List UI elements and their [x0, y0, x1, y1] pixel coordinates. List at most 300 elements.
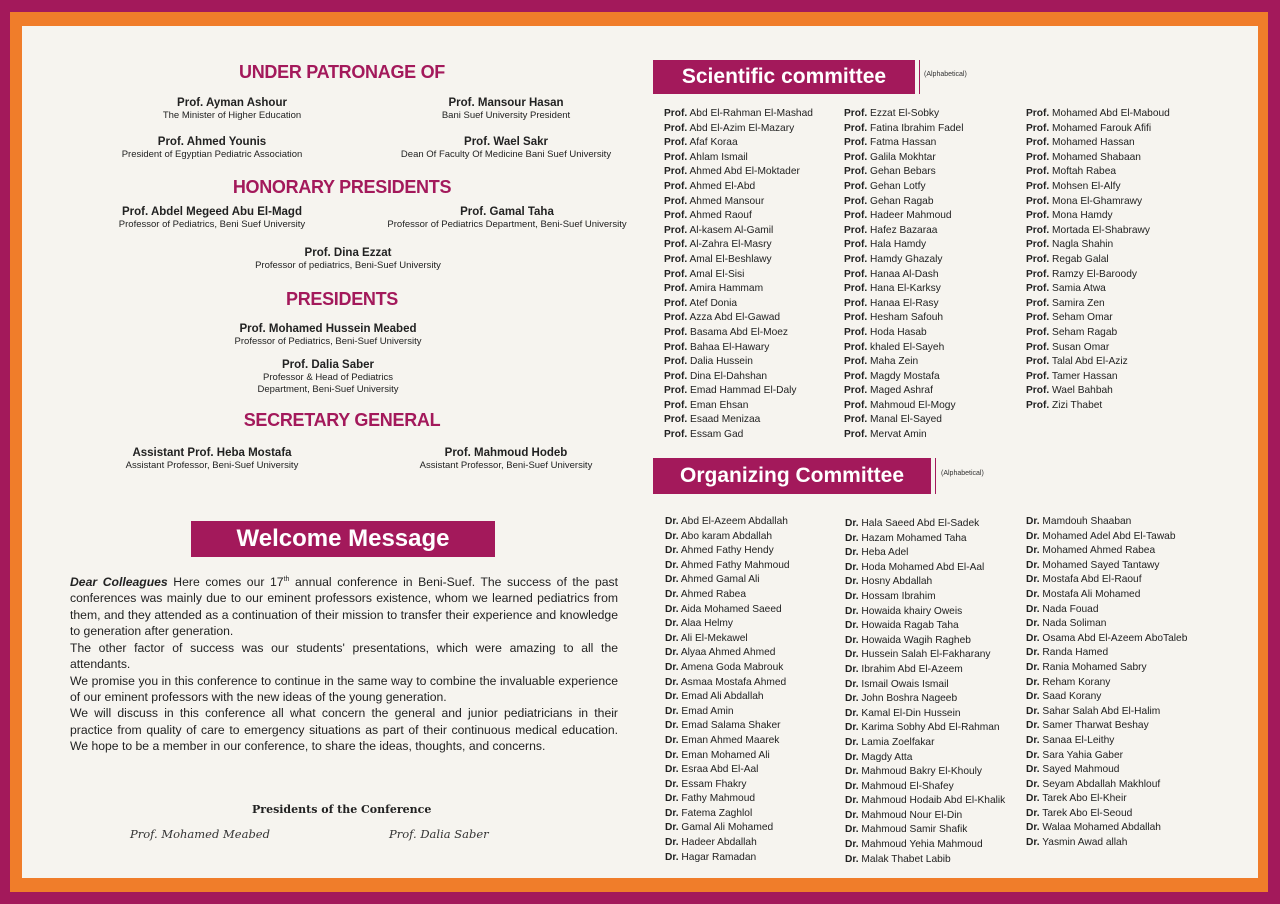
member-name: Atef Donia — [687, 297, 738, 309]
member-title: Prof. — [844, 429, 868, 441]
divider — [935, 458, 936, 494]
committee-member — [664, 165, 813, 180]
member-name: Bahaa El-Hawary — [687, 341, 770, 353]
member-name: John Boshra Nageeb — [858, 693, 958, 705]
person-name: Prof. Ahmed Younis — [157, 136, 267, 148]
person-role: Professor of pediatrics, Beni-Suef University — [255, 260, 441, 271]
patron-3 — [62, 135, 362, 161]
member-title: Dr. — [665, 807, 679, 819]
member-name: Mahmoud El-Shafey — [858, 780, 954, 792]
member-name: Amal El-Sisi — [687, 268, 745, 280]
committee-member — [844, 151, 963, 166]
member-name: Eman Ehsan — [687, 399, 749, 411]
member-title: Dr. — [665, 705, 679, 717]
member-title: Dr. — [845, 620, 859, 632]
committee-member — [665, 515, 790, 530]
member-title: Prof. — [664, 239, 688, 251]
member-name: Dalia Hussein — [687, 356, 753, 368]
committee-member — [1026, 180, 1170, 195]
person-role: Bani Suef University President — [441, 110, 571, 121]
member-title: Dr. — [665, 778, 679, 790]
member-name: Hussein Salah El-Fakharany — [858, 649, 991, 661]
member-name: khaled El-Sayeh — [867, 341, 945, 353]
member-title: Dr. — [1026, 603, 1040, 615]
committee-member — [845, 648, 1005, 663]
committee-member — [1026, 297, 1170, 312]
member-title: Prof. — [844, 210, 868, 222]
committee-member — [1026, 341, 1170, 356]
member-title: Dr. — [1026, 632, 1040, 644]
committee-member — [1026, 355, 1170, 370]
member-name: Ahmed Fathy Hendy — [678, 545, 774, 557]
committee-member — [1026, 544, 1187, 559]
member-name: Hana El-Karksy — [867, 283, 941, 295]
committee-member — [1026, 238, 1170, 253]
committee-member — [664, 413, 813, 428]
member-title: Prof. — [844, 283, 868, 295]
committee-member — [845, 663, 1005, 678]
committee-member — [1026, 370, 1170, 385]
member-title: Prof. — [1026, 268, 1050, 280]
member-title: Prof. — [844, 108, 868, 119]
committee-member — [844, 370, 963, 385]
member-name: Ahmed Raouf — [687, 210, 752, 222]
member-name: Tarek Abo El-Kheir — [1039, 793, 1127, 805]
member-title: Dr. — [1026, 545, 1040, 557]
person-name: Prof. Mansour Hasan — [448, 97, 564, 109]
member-title: Dr. — [1026, 618, 1040, 630]
member-name: Reham Korany — [1039, 676, 1111, 688]
committee-member — [844, 341, 963, 356]
member-name: Basama Abd El-Moez — [687, 326, 789, 338]
member-name: Abd El-Azeem Abdallah — [678, 516, 788, 527]
committee-member — [1026, 705, 1187, 720]
person-role: Professor of Pediatrics, Beni Suef University — [118, 219, 306, 230]
member-name: Kamal El-Din Hussein — [858, 707, 961, 719]
member-title: Dr. — [665, 530, 679, 542]
member-title: Dr. — [665, 588, 679, 600]
member-title: Prof. — [664, 283, 688, 295]
patronage-heading: UNDER PATRONAGE OF — [239, 62, 445, 82]
member-title: Prof. — [664, 108, 688, 119]
committee-member — [845, 692, 1005, 707]
committee-member — [1026, 690, 1187, 705]
member-name: Hoda Hasab — [867, 326, 927, 338]
member-title: Prof. — [664, 122, 688, 134]
committee-member — [844, 209, 963, 224]
committee-member — [844, 428, 963, 443]
member-name: Asmaa Mostafa Ahmed — [678, 676, 787, 688]
member-name: Nada Fouad — [1039, 603, 1099, 615]
member-title: Dr. — [845, 590, 859, 602]
committee-member — [845, 532, 1005, 547]
committee-member — [665, 807, 790, 822]
member-name: Amira Hammam — [687, 283, 764, 295]
member-title: Dr. — [1026, 749, 1040, 761]
member-title: Dr. — [845, 809, 859, 821]
member-name: Amal El-Beshlawy — [687, 253, 772, 265]
member-name: Mahmoud Nour El-Din — [858, 809, 963, 821]
member-name: Sanaa El-Leithy — [1039, 734, 1115, 746]
member-title: Dr. — [665, 661, 679, 673]
member-name: Regab Galal — [1049, 253, 1109, 265]
member-name: Esraa Abd El-Aal — [678, 764, 759, 776]
member-title: Dr. — [845, 736, 859, 748]
scientific-column-3 — [1026, 107, 1170, 413]
committee-member — [845, 605, 1005, 620]
committee-member — [845, 678, 1005, 693]
committee-member — [664, 209, 813, 224]
committee-member — [1026, 384, 1170, 399]
committee-member — [665, 588, 790, 603]
committee-member — [845, 546, 1005, 561]
member-title: Prof. — [1026, 122, 1050, 134]
committee-member — [1026, 778, 1187, 793]
member-title: Prof. — [844, 341, 868, 353]
member-name: Ahmed El-Abd — [687, 180, 756, 192]
member-title: Prof. — [844, 385, 868, 397]
committee-member — [665, 632, 790, 647]
committee-member — [1026, 399, 1170, 414]
person-role: Professor of Pediatrics, Beni-Suef University — [234, 336, 422, 347]
member-name: Mona Hamdy — [1049, 210, 1113, 222]
organizing-column-3 — [1026, 515, 1187, 851]
person-role: Assistant Professor, Beni-Suef University — [125, 460, 299, 471]
committee-member — [1026, 676, 1187, 691]
member-title: Prof. — [664, 399, 688, 411]
committee-member — [665, 792, 790, 807]
member-name: Fatma Hassan — [867, 137, 937, 149]
committee-member — [665, 719, 790, 734]
member-name: Ahmed Gamal Ali — [678, 574, 760, 586]
committee-member — [664, 180, 813, 195]
member-name: Hosny Abdallah — [858, 576, 933, 588]
member-name: Howaida Ragab Taha — [858, 620, 959, 632]
welcome-message-body — [70, 572, 618, 755]
member-title: Prof. — [844, 195, 868, 207]
committee-member — [845, 853, 1005, 868]
member-name: Samia Atwa — [1049, 283, 1106, 295]
member-name: Yasmin Awad allah — [1039, 837, 1128, 849]
member-title: Prof. — [1026, 137, 1050, 149]
member-title: Prof. — [664, 253, 688, 265]
committee-member — [844, 107, 963, 122]
member-title: Dr. — [1026, 734, 1040, 746]
committee-member — [1026, 617, 1187, 632]
member-name: Fatina Ibrahim Fadel — [867, 122, 964, 134]
member-title: Prof. — [844, 414, 868, 426]
member-name: Mahmoud El-Mogy — [867, 399, 956, 411]
person-name: Prof. Dalia Saber — [281, 359, 375, 371]
member-title: Prof. — [844, 326, 868, 338]
secretary-1 — [62, 446, 362, 472]
member-title: Prof. — [1026, 253, 1050, 265]
committee-member — [665, 530, 790, 545]
person-role: President of Egyptian Pediatric Association — [121, 149, 303, 160]
member-title: Dr. — [665, 749, 679, 761]
member-name: Ramzy El-Baroody — [1049, 268, 1137, 280]
committee-member — [664, 311, 813, 326]
member-title: Prof. — [664, 326, 688, 338]
member-title: Prof. — [1026, 166, 1050, 178]
member-name: Samira Zen — [1049, 297, 1105, 309]
welcome-paragraph-2: The other factor of success was our students' presentations, which were amazing to all the attendants. — [70, 640, 618, 672]
person-role-line2: Department, Beni-Suef University — [257, 384, 399, 395]
member-title: Dr. — [1026, 516, 1040, 527]
committee-member — [665, 646, 790, 661]
member-title: Dr. — [665, 603, 679, 615]
committee-member — [665, 661, 790, 676]
member-name: Hoda Mohamed Abd El-Aal — [858, 561, 985, 573]
member-name: Hagar Ramadan — [678, 851, 757, 863]
member-name: Hossam Ibrahim — [858, 590, 936, 602]
committee-member — [844, 165, 963, 180]
member-name: Sahar Salah Abd El-Halim — [1039, 705, 1161, 717]
committee-member — [665, 617, 790, 632]
organizing-column-1 — [665, 515, 790, 865]
committee-member — [664, 355, 813, 370]
member-title: Dr. — [665, 851, 679, 863]
member-title: Dr. — [1026, 705, 1040, 717]
member-name: Abd El-Rahman El-Mashad — [687, 108, 813, 119]
committee-member — [1026, 530, 1187, 545]
committee-member — [845, 590, 1005, 605]
committee-member — [844, 180, 963, 195]
member-title: Dr. — [1026, 764, 1040, 776]
member-name: Dina El-Dahshan — [687, 370, 768, 382]
member-name: Mohamed Adel Abd El-Tawab — [1039, 530, 1176, 542]
member-title: Dr. — [845, 693, 859, 705]
member-name: Hesham Safouh — [867, 312, 944, 324]
person-name: Prof. Wael Sakr — [464, 136, 548, 148]
member-name: Hafez Bazaraa — [867, 224, 938, 236]
member-name: Maged Ashraf — [867, 385, 933, 397]
committee-member — [845, 575, 1005, 590]
member-name: Mortada El-Shabrawy — [1049, 224, 1151, 236]
member-name: Maha Zein — [867, 356, 919, 368]
member-name: Heba Adel — [858, 547, 909, 559]
committee-member — [665, 821, 790, 836]
member-title: Prof. — [1026, 399, 1050, 411]
member-title: Prof. — [844, 312, 868, 324]
member-title: Dr. — [845, 518, 859, 529]
member-name: Tarek Abo El-Seoud — [1039, 807, 1133, 819]
member-name: Ismail Owais Ismail — [858, 678, 949, 690]
member-title: Dr. — [845, 561, 859, 573]
member-title: Prof. — [664, 297, 688, 309]
member-name: Gehan Bebars — [867, 166, 936, 178]
member-title: Dr. — [1026, 661, 1040, 673]
committee-member — [665, 763, 790, 778]
committee-member — [844, 268, 963, 283]
committee-member — [845, 517, 1005, 532]
person-name: Prof. Dina Ezzat — [304, 247, 392, 259]
honorary-1 — [62, 205, 362, 231]
divider — [919, 60, 920, 94]
member-title: Prof. — [1026, 195, 1050, 207]
member-title: Prof. — [844, 122, 868, 134]
member-title: Prof. — [664, 210, 688, 222]
welcome-paragraph-3: We promise you in this conference to continue in the same way to combine the invaluable experience of our eminent professors with the new ideas of the young generation. — [70, 673, 618, 704]
welcome-paragraph-1 — [70, 572, 618, 640]
member-name: Eman Mohamed Ali — [678, 749, 770, 761]
committee-member — [665, 705, 790, 720]
committee-member — [1026, 749, 1187, 764]
member-name: Emad Ali Abdallah — [678, 691, 764, 703]
member-name: Fathy Mahmoud — [678, 793, 756, 805]
committee-member — [1026, 224, 1170, 239]
member-name: Azza Abd El-Gawad — [687, 312, 781, 324]
member-title: Dr. — [1026, 793, 1040, 805]
member-name: Hala Hamdy — [867, 239, 927, 251]
member-title: Dr. — [665, 618, 679, 630]
member-name: Mohamed Ahmed Rabea — [1039, 545, 1156, 557]
committee-member — [844, 253, 963, 268]
committee-member — [1026, 165, 1170, 180]
committee-member — [845, 619, 1005, 634]
member-name: Ibrahim Abd El-Azeem — [858, 663, 963, 675]
member-name: Mervat Amin — [867, 429, 927, 441]
committee-member — [665, 690, 790, 705]
member-title: Dr. — [845, 839, 859, 851]
committee-member — [1026, 311, 1170, 326]
member-title: Dr. — [1026, 588, 1040, 600]
member-name: Randa Hamed — [1039, 647, 1109, 659]
member-title: Prof. — [1026, 370, 1050, 382]
member-name: Howaida Wagih Ragheb — [858, 634, 971, 646]
patron-2 — [356, 96, 656, 122]
committee-member — [845, 780, 1005, 795]
member-name: Eman Ahmed Maarek — [678, 734, 780, 746]
paragraph-text: Here comes our 17 — [167, 575, 284, 590]
committee-member — [665, 573, 790, 588]
member-title: Prof. — [664, 268, 688, 280]
committee-member — [844, 326, 963, 341]
member-name: Hazam Mohamed Taha — [858, 532, 967, 544]
committee-member — [664, 151, 813, 166]
member-title: Prof. — [844, 268, 868, 280]
organizing-alphabetical-note: (Alphabetical) — [941, 470, 984, 477]
member-title: Dr. — [665, 676, 679, 688]
committee-member — [844, 282, 963, 297]
person-role: Assistant Professor, Beni-Suef University — [419, 460, 593, 471]
member-name: Mohamed Shabaan — [1049, 151, 1141, 163]
member-title: Dr. — [1026, 530, 1040, 542]
committee-member — [845, 823, 1005, 838]
member-title: Dr. — [845, 547, 859, 559]
member-name: Saad Korany — [1039, 691, 1102, 703]
member-title: Dr. — [1026, 837, 1040, 849]
committee-member — [844, 136, 963, 151]
member-name: Malak Thabet Labib — [858, 853, 951, 865]
committee-member — [1026, 807, 1187, 822]
member-title: Dr. — [845, 853, 859, 865]
member-title: Dr. — [665, 734, 679, 746]
member-title: Dr. — [665, 793, 679, 805]
member-name: Seyam Abdallah Makhlouf — [1039, 778, 1161, 790]
committee-member — [664, 384, 813, 399]
committee-member — [1026, 573, 1187, 588]
committee-member — [665, 603, 790, 618]
member-name: Walaa Mohamed Abdallah — [1039, 822, 1161, 834]
committee-member — [664, 253, 813, 268]
member-name: Mohsen El-Alfy — [1049, 180, 1121, 192]
committee-member — [664, 107, 813, 122]
committee-member — [845, 721, 1005, 736]
member-title: Dr. — [845, 649, 859, 661]
committee-member — [664, 282, 813, 297]
member-name: Moftah Rabea — [1049, 166, 1117, 178]
member-title: Prof. — [1026, 239, 1050, 251]
member-name: Abd El-Azim El-Mazary — [687, 122, 795, 134]
committee-member — [1026, 836, 1187, 851]
member-title: Prof. — [664, 137, 688, 149]
member-name: Fatema Zaghlol — [678, 807, 753, 819]
scientific-column-1 — [664, 107, 813, 443]
welcome-paragraph-4: We will discuss in this conference all what concern the general and junior pediatricians in their practice from quality of care to emergency situations as part of their continuous medical education. We hope to be a member in our conference, to share the ideas, thoughts, and concerns. — [70, 706, 618, 754]
member-title: Prof. — [1026, 385, 1050, 397]
committee-member — [1026, 821, 1187, 836]
member-title: Prof. — [1026, 151, 1050, 163]
person-role: Professor of Pediatrics Department, Beni-Suef University — [387, 219, 627, 230]
committee-member — [664, 428, 813, 443]
member-name: Amena Goda Mabrouk — [678, 661, 784, 673]
member-name: Emad Amin — [678, 705, 734, 717]
committee-member — [844, 413, 963, 428]
member-title: Dr. — [845, 795, 859, 807]
committee-member — [1026, 588, 1187, 603]
member-title: Dr. — [845, 605, 859, 617]
member-title: Dr. — [665, 764, 679, 776]
committee-member — [845, 809, 1005, 824]
member-name: Gehan Lotfy — [867, 180, 926, 192]
member-title: Dr. — [845, 532, 859, 544]
member-title: Prof. — [664, 166, 688, 178]
committee-member — [845, 736, 1005, 751]
member-name: Ahlam Ismail — [687, 151, 748, 163]
committee-member — [665, 851, 790, 866]
member-title: Dr. — [845, 722, 859, 734]
member-name: Mostafa Ali Mohamed — [1039, 588, 1141, 600]
member-name: Ahmed Rabea — [678, 588, 746, 600]
member-name: Mohamed Hassan — [1049, 137, 1135, 149]
signature-saber: Prof. Dalia Saber — [389, 827, 489, 841]
person-role: Dean Of Faculty Of Medicine Bani Suef University — [400, 149, 612, 160]
member-name: Nada Soliman — [1039, 618, 1107, 630]
welcome-title-bar: Welcome Message — [191, 521, 495, 557]
committee-member — [845, 707, 1005, 722]
person-name: Prof. Gamal Taha — [460, 206, 554, 218]
member-name: Alyaa Ahmed Ahmed — [678, 647, 776, 659]
member-title: Dr. — [665, 837, 679, 849]
member-name: Mahmoud Bakry El-Khouly — [858, 766, 983, 778]
paragraph-text: annual conference in Beni-Suef. The success of the past conferences was mainly due to our eminent professors existence, whom we learned pediatrics from them, and they attended as a continuation of their mission to transfer their experience and knowledge to generation after generation. — [70, 575, 618, 639]
member-title: Prof. — [1026, 356, 1050, 368]
member-title: Prof. — [664, 195, 688, 207]
brochure-page — [22, 26, 1258, 878]
president-2 — [178, 358, 478, 396]
member-title: Dr. — [1026, 676, 1040, 688]
committee-member — [845, 634, 1005, 649]
committee-member — [664, 268, 813, 283]
committee-member — [664, 224, 813, 239]
committee-member — [1026, 122, 1170, 137]
member-name: Mostafa Abd El-Raouf — [1039, 574, 1142, 586]
member-name: Osama Abd El-Azeem AboTaleb — [1039, 632, 1188, 644]
member-name: Howaida khairy Oweis — [858, 605, 963, 617]
member-title: Dr. — [665, 720, 679, 732]
salutation: Dear Colleagues — [70, 575, 168, 590]
